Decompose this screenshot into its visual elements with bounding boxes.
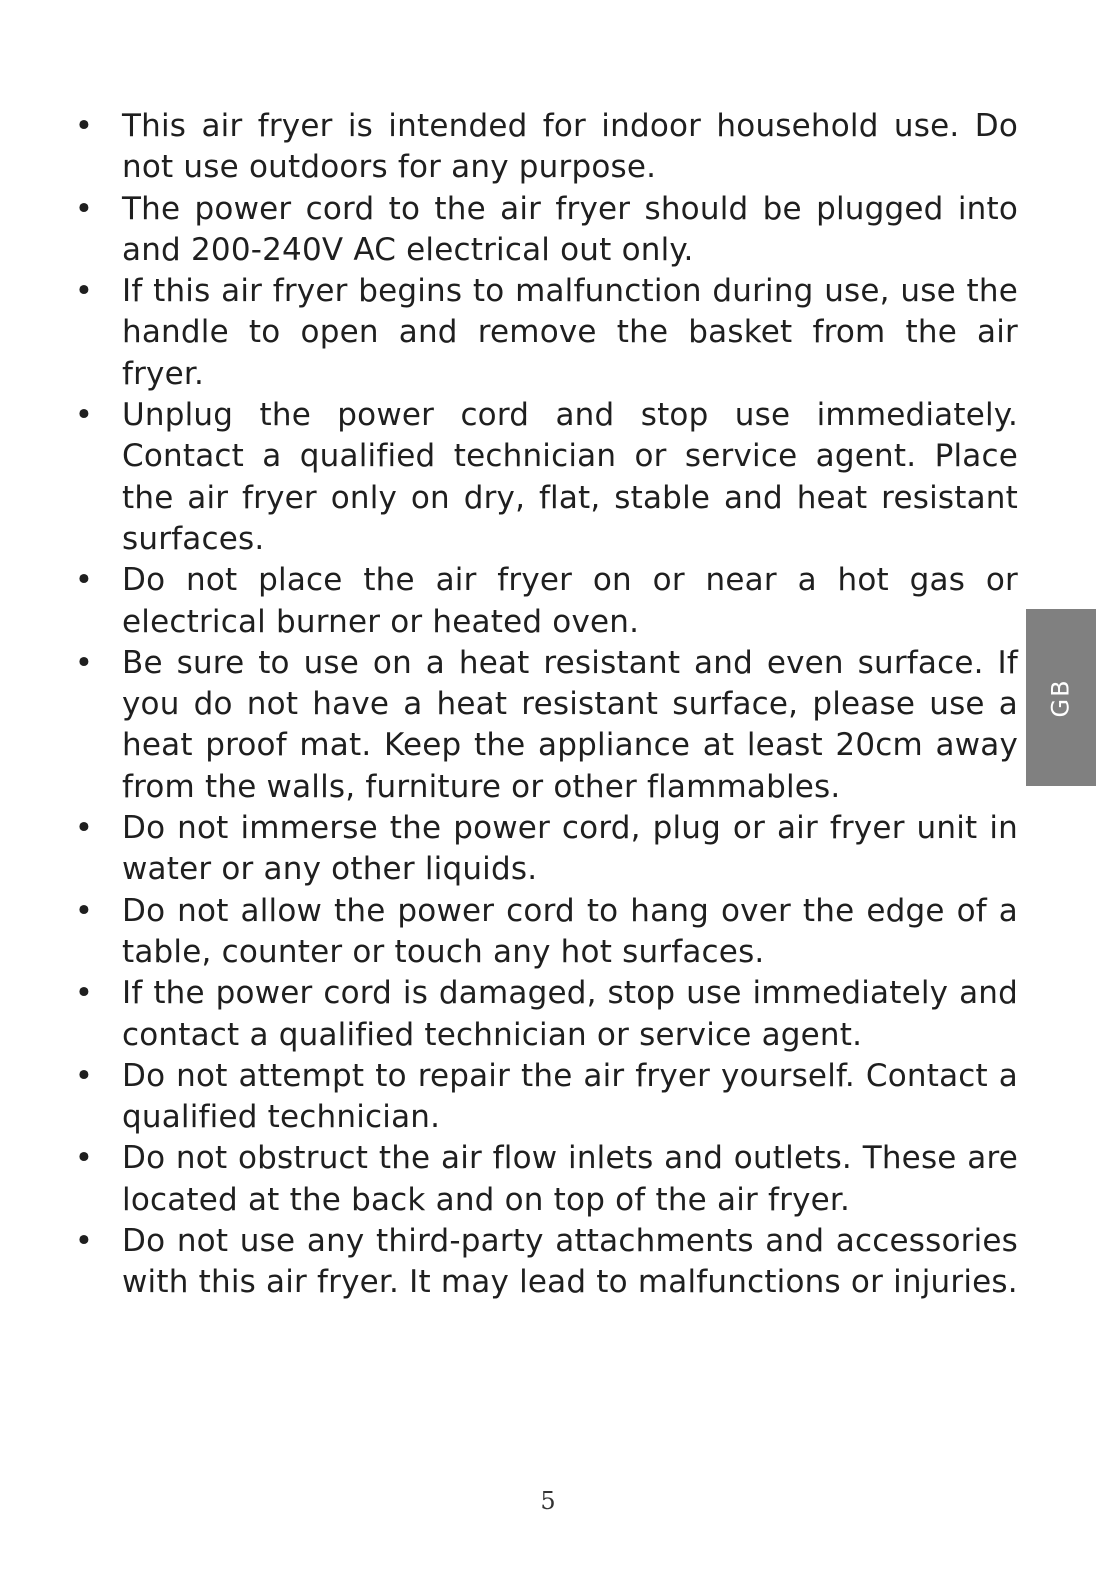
bullet-icon: •	[74, 1057, 94, 1094]
bullet-icon: •	[74, 190, 94, 227]
list-item-text: Do not obstruct the air flow inlets and outlets. These are located at the back and on top of the air fryer.	[122, 1140, 1018, 1218]
list-item-text: Do not immerse the power cord, plug or air fryer unit in water or any other liquids.	[122, 810, 1018, 888]
bullet-icon: •	[74, 562, 94, 599]
page-number: 5	[540, 1487, 556, 1515]
bullet-icon: •	[74, 892, 94, 929]
list-item-text: This air fryer is intended for indoor household use. Do not use outdoors for any purpose.	[122, 108, 1018, 186]
list-item-text: If the power cord is damaged, stop use immediately and contact a qualified technician or service agent.	[122, 975, 1018, 1053]
list-item	[72, 271, 1018, 395]
list-item	[72, 1221, 1018, 1304]
bullet-icon: •	[74, 1140, 94, 1177]
list-item-text: The power cord to the air fryer should be plugged into and 200-240V AC electrical out only.	[122, 190, 1018, 268]
list-item	[72, 189, 1018, 272]
list-item-text: Do not place the air fryer on or near a hot gas or electrical burner or heated oven.	[122, 562, 1018, 640]
list-item-text: Do not use any third-party attachments and accessories with this air fryer. It may lead to malfunctions or injuries.	[122, 1223, 1018, 1301]
language-tab-label: GB	[1047, 677, 1075, 718]
list-item-text: If this air fryer begins to malfunction during use, use the handle to open and remove the basket from the air fryer.	[122, 273, 1018, 392]
safety-instructions-list	[72, 106, 1018, 1304]
list-item	[72, 973, 1018, 1056]
list-item-text: Do not attempt to repair the air fryer yourself. Contact a qualified technician.	[122, 1057, 1018, 1136]
bullet-icon: •	[74, 810, 94, 847]
list-item	[72, 1056, 1018, 1139]
bullet-icon: •	[74, 975, 94, 1012]
list-item	[72, 560, 1018, 643]
list-item	[72, 643, 1018, 808]
list-item-text: Be sure to use on a heat resistant and even surface. If you do not have a heat resistant surface, please use a heat proof mat. Keep the appliance at least 20cm away from the walls, furniture or other flammables.	[122, 644, 1018, 805]
bullet-icon: •	[74, 397, 94, 434]
bullet-icon: •	[74, 644, 94, 681]
list-item	[72, 395, 1018, 560]
list-item	[72, 106, 1018, 189]
bullet-icon: •	[74, 273, 94, 310]
list-item-text: Unplug the power cord and stop use immediately. Contact a qualified technician or service agent. Place the air fryer only on dry, flat, stable and heat resistant surfaces.	[122, 397, 1018, 557]
bullet-icon: •	[74, 1223, 94, 1260]
bullet-icon: •	[74, 108, 94, 144]
list-item	[72, 891, 1018, 974]
language-tab	[1026, 609, 1096, 786]
list-item	[72, 808, 1018, 891]
list-item	[72, 1138, 1018, 1221]
list-item-text: Do not allow the power cord to hang over the edge of a table, counter or touch any hot surfaces.	[122, 892, 1018, 970]
